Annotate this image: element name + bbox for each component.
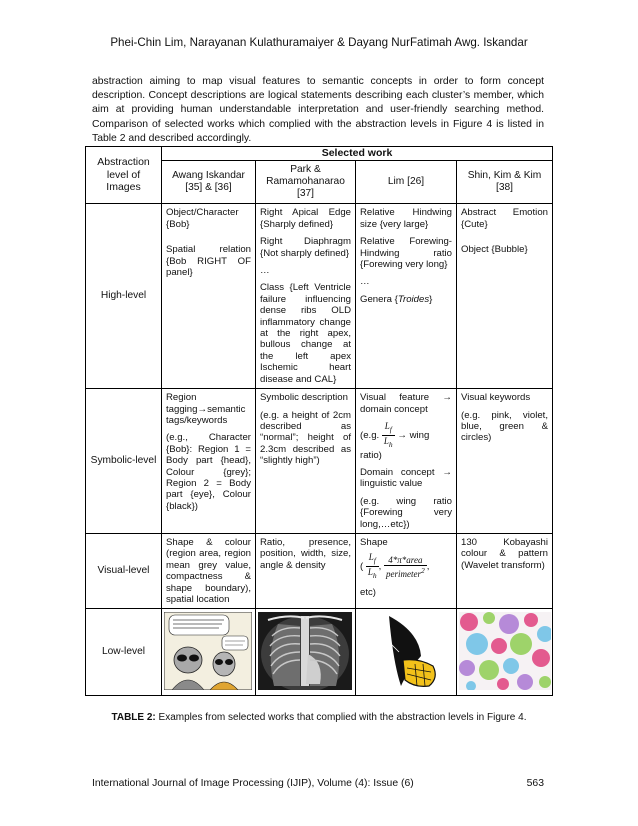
row-label-symbolic: Symbolic-level xyxy=(86,389,162,534)
chest-xray-image xyxy=(258,612,352,690)
cell-text: (e.g. wing ratio {Forewing very long,…etc}) xyxy=(360,495,452,530)
cell-symbolic-shin xyxy=(457,389,553,534)
cell-text: Relative Hindwing size {very large} xyxy=(360,207,452,230)
cell-text: Object {Bubble} xyxy=(461,244,528,256)
cell-text: Ratio, presence, position, width, size, angle & density xyxy=(260,536,351,571)
cell-low-comic xyxy=(162,609,256,696)
row-label-visual: Visual-level xyxy=(86,533,162,608)
cell-text: Region tagging→semantic tags/keywords xyxy=(166,392,246,426)
table-caption: TABLE 2: Examples from selected works that complied with the abstraction levels in Figure 4. xyxy=(111,712,527,723)
cell-text: etc) xyxy=(360,586,376,598)
header-col-lim: Lim [26] xyxy=(356,161,457,204)
cell-high-awang xyxy=(162,204,256,389)
body-paragraph: abstraction aiming to map visual features to semantic concepts in order to form concept description. Concept descriptions are logical statements describing each cluster’s member, which aim at providing human understandable interpretation and user-friendly searching method. Comparison of selected works which complied with the abstraction levels in Figure 4 is listed in Table 2 and described accordingly. xyxy=(92,76,544,144)
table-row-visual xyxy=(86,533,553,608)
cell-text: … xyxy=(260,265,270,277)
cell-low-pattern xyxy=(457,609,553,696)
cell-text: Abstract Emotion {Cute} xyxy=(461,207,548,230)
cell-text: Right Diaphragm {Not sharply defined} xyxy=(260,236,351,259)
cell-text: Object/Character {Bob} xyxy=(166,207,239,230)
cell-text: Shape & colour (region area, region mean grey value, compactness & shape boundary), spatial location xyxy=(166,536,251,605)
journal-citation: International Journal of Image Processing (IJIP), Volume (4): Issue (6) xyxy=(92,778,414,789)
cell-text: ( $\frac{L_f}{L_h}$ , $\frac{\text{4*π*area}}{perimeter^2}$ , xyxy=(360,552,430,580)
row-label-low: Low-level xyxy=(86,609,162,696)
cell-visual-shin xyxy=(457,533,553,608)
compactness-fraction: $\frac{\text{4*π*area}}{perimeter^2}$ xyxy=(385,554,425,579)
cell-high-park xyxy=(256,204,356,389)
cell-visual-park xyxy=(256,533,356,608)
cell-text: (e.g. a height of 2cm described as “normal”; height of 2.3cm described as “slightly high”) xyxy=(260,409,351,467)
lf-over-lh-fraction-2: $\frac{L_f}{L_h}$ xyxy=(367,552,377,580)
cell-symbolic-park xyxy=(256,389,356,534)
lf-over-lh-fraction: $\frac{L_f}{L_h}$ xyxy=(383,420,393,449)
cell-text: Symbolic description xyxy=(260,392,348,404)
cell-symbolic-awang xyxy=(162,389,256,534)
table-row-symbolic xyxy=(86,389,553,534)
cell-text: Shape xyxy=(360,536,388,548)
butterfly-wing-image xyxy=(359,612,453,690)
cell-low-xray xyxy=(256,609,356,696)
cell-text: Genera {Troides} xyxy=(360,293,433,305)
cell-text: (e.g., Character {Bob}: Region 1 = Body part {head}, Colour {grey}; Region 2 = Body part {eye}, Colour {black}) xyxy=(166,432,251,512)
header-col-awang: Awang Iskandar [35] & [36] xyxy=(162,161,256,204)
cell-text: 130 Kobayashi colour & pattern (Wavelet transform) xyxy=(461,536,548,571)
cell-text: Spatial relation {Bob RIGHT OF panel} xyxy=(166,244,251,279)
cell-visual-awang xyxy=(162,533,256,608)
cell-text: Right Apical Edge {Sharply defined} xyxy=(260,207,351,230)
header-col-shin: Shin, Kim & Kim [38] xyxy=(457,161,553,204)
header-selected-work: Selected work xyxy=(162,147,553,161)
cell-high-lim xyxy=(356,204,457,389)
cell-text: Visual keywords xyxy=(461,392,531,404)
cell-symbolic-lim xyxy=(356,389,457,534)
cell-high-shin xyxy=(457,204,553,389)
table-row-high xyxy=(86,204,553,389)
page-number: 563 xyxy=(526,778,544,789)
comparison-table xyxy=(85,146,553,696)
row-label-high: High-level xyxy=(86,204,162,389)
table-row-low xyxy=(86,609,553,696)
cell-text: Visual feature → domain concept xyxy=(360,392,452,415)
running-header: Phei-Chin Lim, Narayanan Kulathuramaiyer & Dayang NurFatimah Awg. Iskandar xyxy=(110,36,528,49)
cell-text: Class {Left Ventricle failure influencing dense ribs OLD inflammatory change at the right apex, bullous change at the left apex Ischemic heart disease and CAL} xyxy=(260,282,351,385)
cell-text: (e.g. pink, violet, blue, green & circles) xyxy=(461,409,548,444)
header-col-park: Park & Ramamohanarao [37] xyxy=(256,161,356,204)
cell-text: Relative Forewing-Hindwing ratio {Forewing very long} xyxy=(360,236,452,271)
page-footer xyxy=(92,778,544,789)
header-abstraction-level: Abstraction level of Images xyxy=(86,147,162,204)
bubble-pattern-image xyxy=(459,612,551,690)
cell-low-butterfly xyxy=(356,609,457,696)
cell-text: … xyxy=(360,276,370,288)
cell-text: (e.g. $\frac{L_f}{L_h}$ → wing ratio) xyxy=(360,420,430,461)
cell-visual-lim xyxy=(356,533,457,608)
cell-text: Domain concept → linguistic value xyxy=(360,466,452,490)
comic-panel-image xyxy=(164,612,252,690)
